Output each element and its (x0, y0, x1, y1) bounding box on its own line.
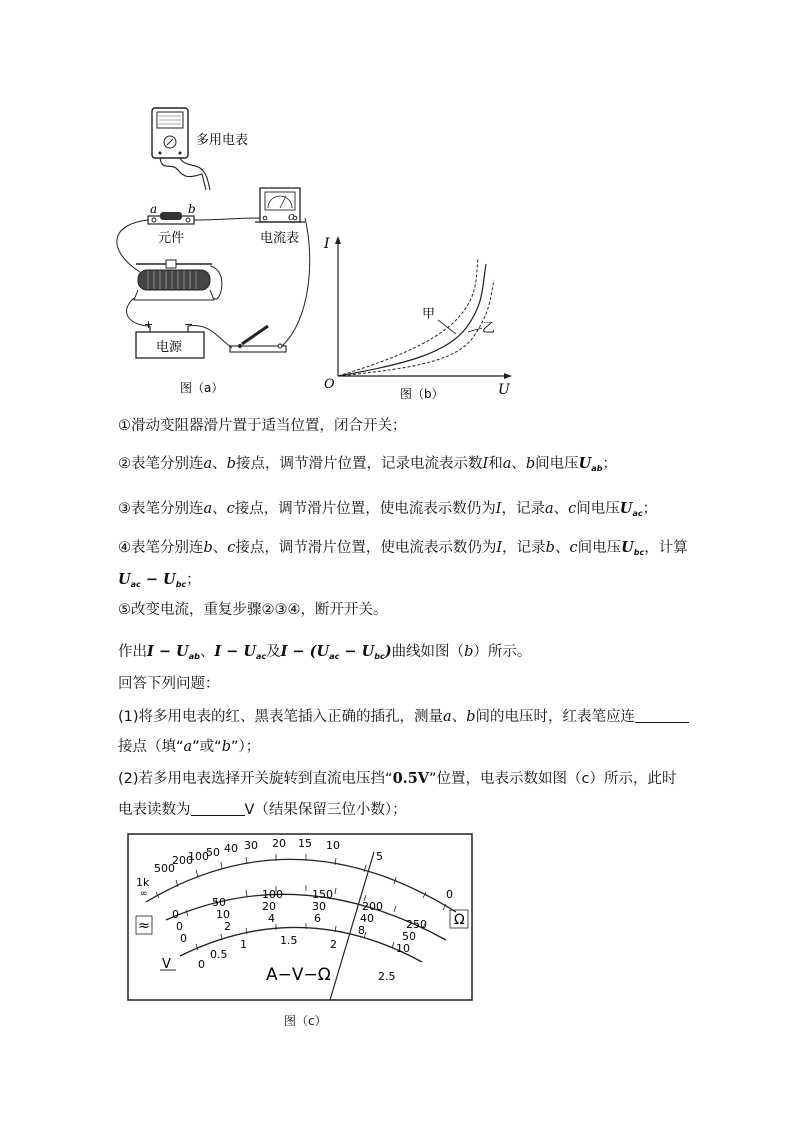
low-label-1: 1 (240, 938, 247, 951)
ohm-label-30: 30 (244, 839, 258, 852)
ohm-label-40: 40 (224, 842, 238, 855)
ac-symbol: ≈ (138, 918, 150, 934)
question-1: (1)将多用电表的红、黑表笔插入正确的插孔，测量a、b间的电压时，红表笔应连 (118, 707, 689, 727)
ohm-label-1k: 1k (136, 876, 150, 889)
answer-intro: 回答下列问题： (118, 676, 220, 692)
answer-blank-2[interactable] (191, 801, 245, 816)
ammeter-label: 电流表 (260, 231, 300, 246)
ohm-symbol: Ω (454, 912, 465, 928)
low-label-2-5: 2.5 (378, 970, 396, 983)
step-3: ③表笔分别连a、c接点，调节滑片位置，使电流表示数仍为I，记录a、c间电压$U_{ac}$； (118, 500, 658, 518)
point-c-label: c (288, 210, 295, 223)
step-1: ①滑动变阻器滑片置于适当位置，闭合开关； (118, 418, 407, 434)
mid-label-50: 50 (212, 896, 226, 909)
figure-a-caption: 图（a） (180, 381, 224, 395)
low-label-0-5: 0.5 (210, 948, 228, 961)
ohm-label-100: 100 (188, 850, 209, 863)
mid-label-100: 100 (262, 888, 283, 901)
step-4: ④表笔分别连b、c接点，调节滑片位置，使电流表示数仍为I，记录b、c间电压$U_{bc}$，计算 (118, 539, 688, 557)
question-2-cont: 电表读数为 V（结果保留三位小数）； (118, 802, 407, 818)
low-label-2: 2 (330, 938, 337, 951)
curve-yi-label: 乙 (482, 321, 496, 336)
mid3-label-6: 6 (314, 912, 321, 925)
ohm-label-500: 500 (154, 862, 175, 875)
mid2-label-10: 10 (216, 908, 230, 921)
figure-b-iv-curves (318, 228, 518, 400)
mid-label-200: 200 (362, 900, 383, 913)
plot-description: 作出$I - U_{ab}$、$I - U_{ac}$及$I - (U_{ac} - U_{bc})$曲线如图（b）所示。 (118, 643, 532, 661)
question-1-cont: 接点（填“a”或“b”）； (118, 739, 261, 755)
point-b-label: b (188, 202, 196, 216)
multimeter-label: 多用电表 (196, 133, 249, 148)
low-label-1-5: 1.5 (280, 934, 298, 947)
curve-jia-label: 甲 (422, 307, 436, 322)
origin-label: O (324, 377, 335, 392)
mid3-label-10: 10 (396, 942, 410, 955)
axis-u-label: U (498, 382, 510, 398)
point-a-label: a (150, 202, 158, 216)
step-2: ②表笔分别连a、b接点，调节滑片位置，记录电流表示数I和a、b间电压$U_{ab}$； (118, 455, 617, 473)
ohm-label-5: 5 (376, 850, 383, 863)
step-5: ⑤改变电流，重复步骤②③④，断开开关。 (118, 602, 388, 618)
mid3-label-8: 8 (358, 924, 365, 937)
mid2-label-40: 40 (360, 912, 374, 925)
mid3-label-4: 4 (268, 912, 275, 925)
dc-voltage-symbol: V (162, 957, 171, 972)
mid2-label-30: 30 (312, 900, 326, 913)
plus-sign: + (144, 318, 154, 331)
ohm-label-0: 0 (446, 888, 453, 901)
ohm-label-200: 200 (172, 854, 193, 867)
mid3-label-2: 2 (224, 920, 231, 933)
question-2: (2)若多用电表选择开关旋转到直流电压挡“0.5V”位置，电表示数如图（c）所示，此时 (118, 770, 677, 787)
meter-brand: A−V−Ω (266, 965, 331, 985)
figure-c-meter-dial (126, 832, 476, 1032)
figure-c-caption: 图（c） (284, 1014, 327, 1028)
component-label: 元件 (158, 231, 185, 246)
power-source-label: 电源 (156, 340, 183, 355)
figure-b-caption: 图（b） (400, 387, 444, 400)
ohm-label-10: 10 (326, 839, 340, 852)
mid-label-250: 250 (406, 918, 427, 931)
ohm-label-inf: ∞ (140, 889, 148, 899)
low-label-0: 0 (198, 958, 205, 971)
axis-i-label: I (324, 236, 330, 252)
ohm-label-20: 20 (272, 837, 286, 850)
mid-label-150: 150 (312, 888, 333, 901)
mid-label-0: 0 (172, 908, 179, 921)
minus-sign: − (184, 318, 194, 331)
figure-a-circuit (110, 100, 330, 400)
mid2-label-20: 20 (262, 900, 276, 913)
mid3-label-0: 0 (180, 932, 187, 945)
mid2-label-50: 50 (402, 930, 416, 943)
answer-blank-1[interactable] (635, 708, 689, 723)
ohm-label-15: 15 (298, 837, 312, 850)
ohm-label-50: 50 (206, 846, 220, 859)
mid2-label-0: 0 (176, 920, 183, 933)
step-4-formula: $U_{ac} - U_{bc}$； (118, 571, 201, 589)
